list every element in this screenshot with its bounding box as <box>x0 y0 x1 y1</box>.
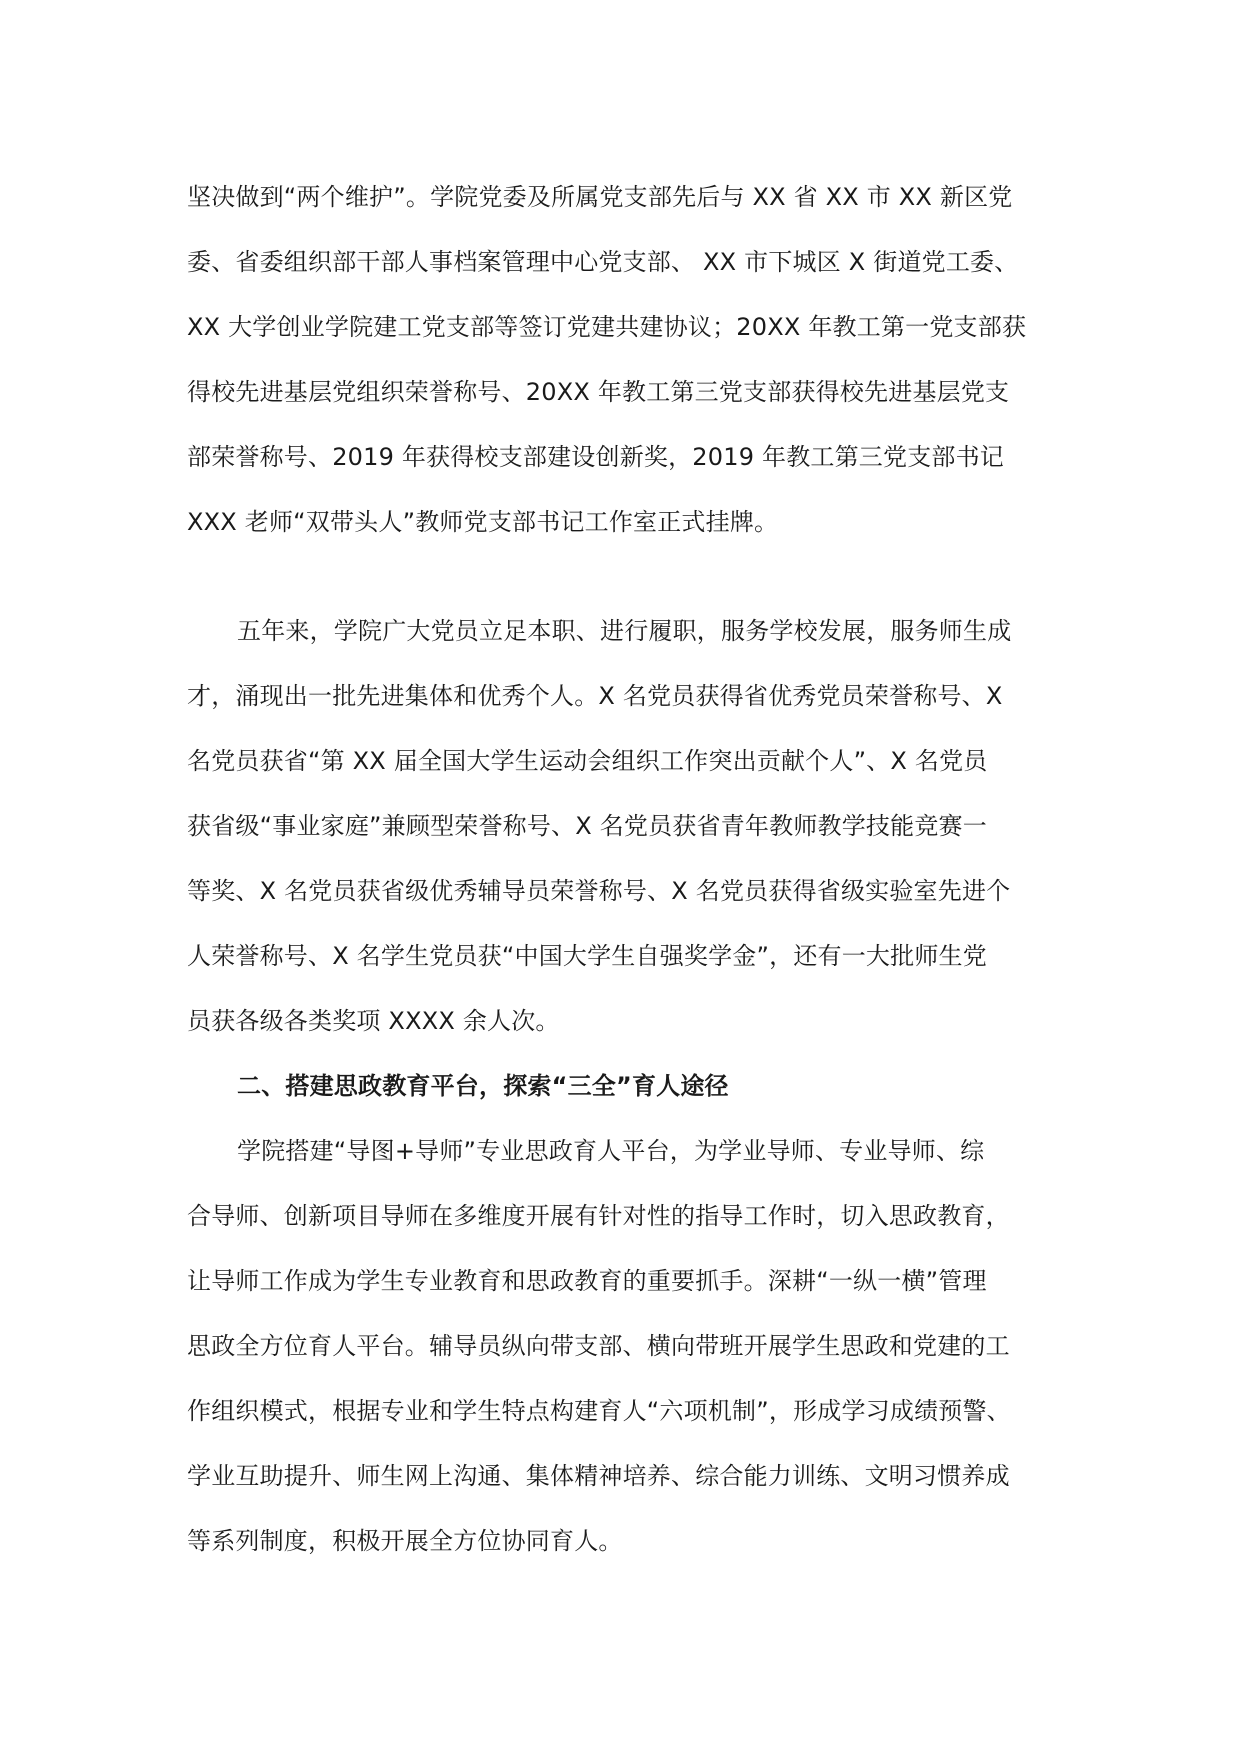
text-line: 名党员获省“第 XX 届全国大学生运动会组织工作突出贡献个人”、X 名党员 <box>187 747 988 775</box>
text-line: 合导师、创新项目导师在多维度开展有针对性的指导工作时，切入思政教育， <box>187 1202 1010 1230</box>
text-line: 坚决做到“两个维护”。学院党委及所属党支部先后与 XX 省 XX 市 XX 新区党 <box>187 183 1013 211</box>
text-line: 等系列制度，积极开展全方位协同育人。 <box>187 1527 623 1555</box>
text-line: 得校先进基层党组织荣誉称号、20XX 年教工第三党支部获得校先进基层党支 <box>187 378 1010 406</box>
text-line: 部荣誉称号、2019 年获得校支部建设创新奖，2019 年教工第三党支部书记 <box>187 443 1005 471</box>
text-line: 等奖、X 名党员获省级优秀辅导员荣誉称号、X 名党员获得省级实验室先进个 <box>187 877 1011 905</box>
section-heading: 二、搭建思政教育平台，探索“三全”育人途径 <box>237 1072 729 1100</box>
text-line: 人荣誉称号、X 名学生党员获“中国大学生自强奖学金”，还有一大批师生党 <box>187 942 987 970</box>
text-line: 让导师工作成为学生专业教育和思政教育的重要抓手。深耕“一纵一横”管理 <box>187 1267 987 1295</box>
text-line: 学业互助提升、师生网上沟通、集体精神培养、综合能力训练、文明习惯养成 <box>187 1462 1010 1490</box>
text-line: 学院搭建“导图+导师”专业思政育人平台，为学业导师、专业导师、综 <box>237 1137 985 1165</box>
paragraph-party-building-continuation <box>187 165 1057 555</box>
text-line: 员获各级各类奖项 XXXX 余人次。 <box>187 1007 560 1035</box>
text-line: 才，涌现出一批先进集体和优秀个人。X 名党员获得省优秀党员荣誉称号、X <box>187 682 1003 710</box>
document-page <box>187 165 1057 1574</box>
text-line: 思政全方位育人平台。辅导员纵向带支部、横向带班开展学生思政和党建的工 <box>187 1332 1010 1360</box>
paragraph-platform <box>187 1119 1057 1574</box>
text-line: 获省级“事业家庭”兼顾型荣誉称号、X 名党员获省青年教师教学技能竞赛一 <box>187 812 987 840</box>
text-line: XX 大学创业学院建工党支部等签订党建共建协议；20XX 年教工第一党支部获 <box>187 313 1027 341</box>
paragraph-achievements <box>187 599 1057 1054</box>
text-line: 委、省委组织部干部人事档案管理中心党支部、 XX 市下城区 X 街道党工委、 <box>187 248 1019 276</box>
text-line: 作组织模式，根据专业和学生特点构建育人“六项机制”，形成学习成绩预警、 <box>187 1397 1011 1425</box>
paragraph-spacer <box>187 555 1057 599</box>
text-line: XXX 老师“双带头人”教师党支部书记工作室正式挂牌。 <box>187 508 779 536</box>
text-line: 五年来，学院广大党员立足本职、进行履职，服务学校发展，服务师生成 <box>237 617 1012 645</box>
